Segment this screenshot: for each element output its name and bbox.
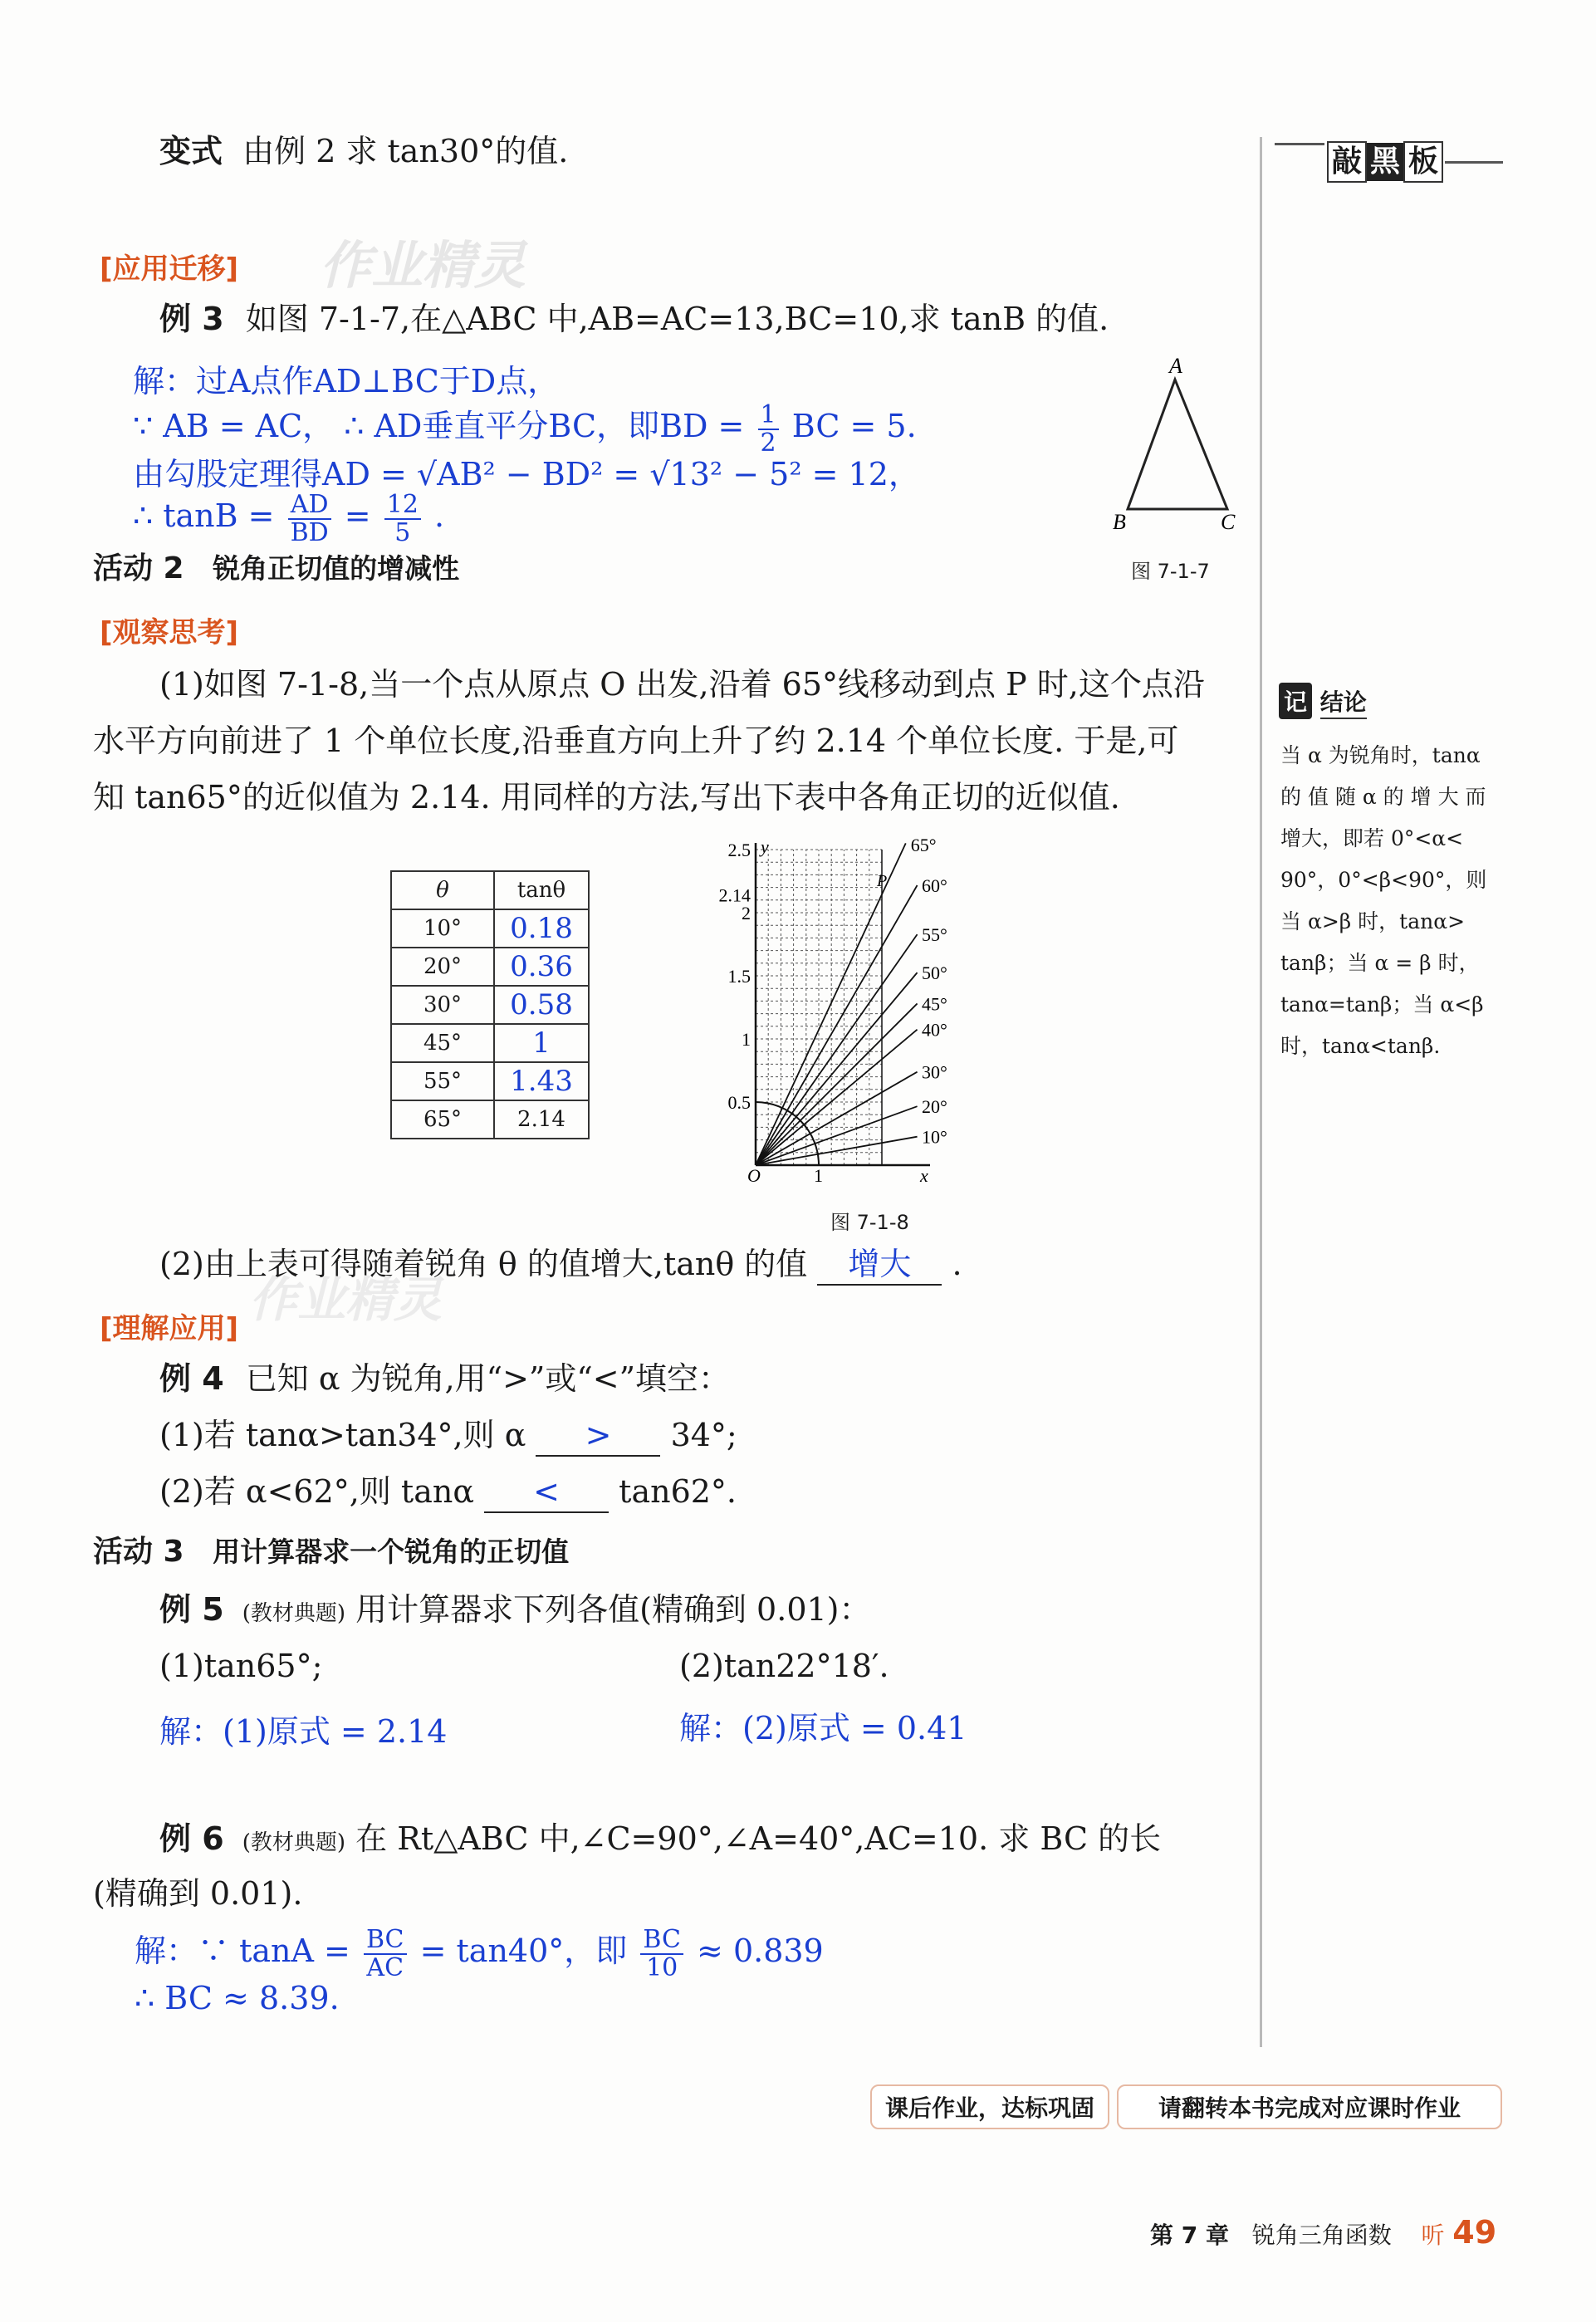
frac-den: 2 xyxy=(760,428,776,458)
triangle-abc xyxy=(1128,380,1227,509)
observe-p4-text: (2)由上表可得随着锐角 θ 的值增大,tanθ 的值 xyxy=(159,1246,808,1282)
variant-label: 变式 xyxy=(159,133,223,169)
conclusion-header xyxy=(1279,683,1367,719)
frac-den: BD xyxy=(290,517,329,547)
ex6-sol1-end: ≈ 0.839 xyxy=(697,1933,824,1969)
footer-chapter xyxy=(1150,2214,1496,2251)
activity3-title: 用计算器求一个锐角的正切值 xyxy=(213,1536,570,1568)
y-ticks xyxy=(719,840,751,1113)
frac-num: 12 xyxy=(384,492,421,520)
angle-label: 65° xyxy=(910,835,937,855)
activity2-label: 活动 2 xyxy=(93,551,184,585)
ex5-text: 用计算器求下列各值(精确到 0.01)： xyxy=(355,1591,871,1628)
ex6-solution-line2: ∴ BC ≈ 8.39. xyxy=(135,1980,340,2016)
angle-label: 40° xyxy=(922,1019,947,1041)
activity2-title: 锐角正切值的增减性 xyxy=(213,552,460,585)
conclusion-line: tanβ；当 α = β 时， xyxy=(1280,951,1480,975)
angle-label: 20° xyxy=(922,1096,947,1118)
origin-label: O xyxy=(747,1165,761,1186)
table-angle: 30° xyxy=(391,986,494,1024)
conclusion-line: 当 α>β 时，tanα> xyxy=(1280,909,1466,933)
ex4-q1 xyxy=(159,1417,737,1457)
angle-ray xyxy=(756,885,918,1165)
ex3-title: 例 3 xyxy=(159,301,224,337)
tangent-table xyxy=(390,870,590,1139)
frac-num: BC xyxy=(640,1927,683,1955)
y-tick-label: 2.14 xyxy=(718,884,751,906)
conclusion-line: 90°，0°<β<90°，则 xyxy=(1280,868,1487,892)
conclusion-line: 时，tanα<tanβ. xyxy=(1280,1034,1441,1058)
blackboard-char-3: 板 xyxy=(1403,141,1443,183)
frac-num: 1 xyxy=(758,402,779,430)
frac-num: BC xyxy=(364,1927,407,1955)
blackboard-rule-left xyxy=(1275,143,1324,145)
ex4-q2-answer: < xyxy=(484,1473,609,1513)
variant-line xyxy=(159,133,568,171)
observe-p1: (1)如图 7-1-8,当一个点从原点 O 出发,沿着 65°线移动到点 P 时,这个点沿 xyxy=(159,666,1205,703)
triangle-label-b: B xyxy=(1113,510,1126,534)
ex3-text: 如图 7-1-7,在△ABC 中,AB=AC=13,BC=10,求 tanB 的值. xyxy=(245,301,1109,337)
frac-den: AC xyxy=(366,1952,404,1982)
table-value: 0.36 xyxy=(494,948,589,986)
conclusion-title: 结论 xyxy=(1320,688,1367,719)
ex6-sol1-text: 解：∵ tanA = xyxy=(135,1933,350,1969)
grid xyxy=(756,850,882,1165)
ex3-solution-line2 xyxy=(133,400,917,456)
angle-ray xyxy=(756,843,906,1165)
blackboard-header xyxy=(1327,141,1443,183)
watermark: 作业精灵 xyxy=(320,235,526,296)
conclusion-line: 当 α 为锐角时，tanα xyxy=(1280,743,1481,767)
ex6-title: 例 6 xyxy=(159,1820,224,1857)
fig718-caption: 图 7-1-8 xyxy=(830,1211,909,1234)
angle-label: 30° xyxy=(922,1061,947,1083)
point-p-label: P xyxy=(877,872,888,890)
page-number: 49 xyxy=(1452,2214,1497,2251)
table-row xyxy=(391,1024,589,1062)
ex5-q1: (1)tan65°; xyxy=(159,1648,323,1684)
ex5-title: 例 5 xyxy=(159,1591,224,1628)
table-value: 0.58 xyxy=(494,986,589,1024)
section-observe: [观察思考] xyxy=(100,616,239,649)
y-tick-label: 1.5 xyxy=(727,966,751,987)
ex3-solution-line1: 解：过A点作AD⊥BC于D点， xyxy=(133,363,560,399)
table-header-tan: tanθ xyxy=(494,871,589,909)
tangent-grid-figure xyxy=(714,835,972,1192)
observe-p4-end: . xyxy=(952,1246,962,1282)
ex3-solution-line3: 由勾股定理得AD = √AB² − BD² = √13² − 5² = 12， xyxy=(133,456,920,492)
y-axis-label: y xyxy=(761,836,769,857)
table-header-theta: θ xyxy=(391,871,494,909)
listen-label: 听 xyxy=(1421,2222,1445,2249)
table-row xyxy=(391,948,589,986)
angle-labels xyxy=(911,835,947,1148)
table-row xyxy=(391,986,589,1024)
conclusion-body xyxy=(1280,735,1486,1067)
conclusion-line: tanα=tanβ；当 α<β xyxy=(1280,992,1484,1016)
conclusion-line: 增大，即若 0°<α< xyxy=(1280,826,1464,850)
ex4-q1-text: (1)若 tanα>tan34°,则 α xyxy=(159,1417,526,1453)
observe-p4-answer: 增大 xyxy=(817,1246,942,1286)
ex3-sol4-text: ∴ tanB = xyxy=(133,497,275,534)
ex6-text: 在 Rt△ABC 中,∠C=90°,∠A=40°,AC=10. 求 BC 的长 xyxy=(355,1820,1162,1857)
ex6-solution-line1 xyxy=(135,1925,824,1981)
angle-label: 55° xyxy=(922,924,947,946)
activity3-heading xyxy=(93,1528,569,1570)
ex4-title: 例 4 xyxy=(159,1360,224,1397)
table-angle: 55° xyxy=(391,1062,494,1100)
table-header-row xyxy=(391,871,589,909)
ex4-q1-answer: > xyxy=(536,1417,660,1457)
frac-den: 5 xyxy=(394,517,411,547)
table-angle: 10° xyxy=(391,909,494,948)
ex5-q2: (2)tan22°18′. xyxy=(679,1648,889,1684)
ex4-question xyxy=(159,1360,730,1399)
ex3-sol2-end: BC = 5. xyxy=(791,408,917,444)
ex6-sol1-fraction1 xyxy=(364,1927,407,1981)
ex4-text: 已知 α 为锐角,用“>”或“<”填空： xyxy=(245,1360,731,1397)
ex4-q2-end: tan62°. xyxy=(619,1473,737,1510)
section-apply: [应用迁移] xyxy=(100,252,239,286)
ex3-sol2-text: ∵ AB = AC， ∴ AD垂直平分BC，即BD = xyxy=(133,408,745,444)
blackboard-char-2: 黑 xyxy=(1367,143,1403,181)
ex4-q2 xyxy=(159,1473,737,1513)
blackboard-char-1: 敲 xyxy=(1327,141,1367,183)
fig717-caption: 图 7-1-7 xyxy=(1131,560,1210,583)
ex3-question xyxy=(159,301,1109,339)
homework-instruction: 请翻转本书完成对应课时作业 xyxy=(1117,2084,1502,2129)
ex3-sol4-eq: = xyxy=(344,497,371,534)
ex5-question xyxy=(159,1591,871,1629)
table-angle: 20° xyxy=(391,948,494,986)
x-axis-label: x xyxy=(920,1165,928,1186)
x-tick-1: 1 xyxy=(814,1165,823,1186)
ex6-source: (教材典题) xyxy=(242,1830,346,1855)
frac-den: 10 xyxy=(646,1952,678,1982)
table-value: 2.14 xyxy=(494,1100,589,1139)
table-angle: 45° xyxy=(391,1024,494,1062)
ex5-source: (教材典题) xyxy=(242,1601,346,1626)
ex3-sol4-end: . xyxy=(434,497,445,534)
table-value: 0.18 xyxy=(494,909,589,948)
triangle-label-c: C xyxy=(1221,510,1236,534)
ex4-q1-end: 34°; xyxy=(670,1417,737,1453)
chapter-number: 第 7 章 xyxy=(1150,2222,1229,2249)
homework-button[interactable]: 课后作业，达标巩固 xyxy=(870,2084,1109,2129)
watermark-2: 作业精灵 xyxy=(249,1271,443,1328)
angle-label: 50° xyxy=(922,963,947,984)
table-value: 1.43 xyxy=(494,1062,589,1100)
angle-label: 45° xyxy=(922,993,947,1015)
ex3-solution-line4 xyxy=(133,492,444,546)
variant-text: 由例 2 求 tan30°的值. xyxy=(242,133,569,169)
ex4-q2-text: (2)若 α<62°,则 tanα xyxy=(159,1473,474,1510)
ex5-answer1: 解：(1)原式 = 2.14 xyxy=(159,1713,448,1750)
angle-rays xyxy=(756,843,918,1165)
table-row xyxy=(391,1062,589,1100)
ex6-sol1-fraction2 xyxy=(640,1927,683,1981)
ex6-question-cont: (精确到 0.01). xyxy=(93,1875,303,1912)
chapter-title: 锐角三角函数 xyxy=(1251,2222,1392,2249)
observe-p2: 水平方向前进了 1 个单位长度,沿垂直方向上升了约 2.14 个单位长度. 于是,可 xyxy=(93,723,1179,759)
ex3-sol4-fraction2 xyxy=(384,492,421,546)
triangle-figure xyxy=(1096,353,1262,552)
y-tick-label: 0.5 xyxy=(727,1092,751,1113)
table-angle: 65° xyxy=(391,1100,494,1139)
activity2-heading xyxy=(93,545,459,587)
table-row xyxy=(391,1100,589,1139)
ex6-question xyxy=(159,1820,1161,1859)
frac-num: AD xyxy=(288,492,331,520)
y-tick-label: 2.5 xyxy=(727,840,751,860)
activity3-label: 活动 3 xyxy=(93,1535,184,1569)
angle-label: 60° xyxy=(922,875,947,897)
triangle-label-a: A xyxy=(1169,354,1182,378)
ex6-sol1-mid: = tan40°，即 xyxy=(419,1933,628,1969)
table-value: 1 xyxy=(494,1024,589,1062)
blackboard-rule-right xyxy=(1445,161,1503,164)
y-tick-label: 1 xyxy=(742,1029,751,1050)
y-tick-label: 2 xyxy=(742,903,751,923)
table-row xyxy=(391,909,589,948)
conclusion-line: 的 值 随 α 的 增 大 而 xyxy=(1280,785,1486,809)
ex3-sol4-fraction1 xyxy=(288,492,331,546)
section-understand: [理解应用] xyxy=(100,1312,239,1345)
angle-label: 10° xyxy=(922,1126,947,1148)
observe-p3: 知 tan65°的近似值为 2.14. 用同样的方法,写出下表中各角正切的近似值. xyxy=(93,779,1120,816)
note-icon: 记 xyxy=(1279,683,1312,719)
ex5-answer2: 解：(2)原式 = 0.41 xyxy=(679,1710,967,1746)
